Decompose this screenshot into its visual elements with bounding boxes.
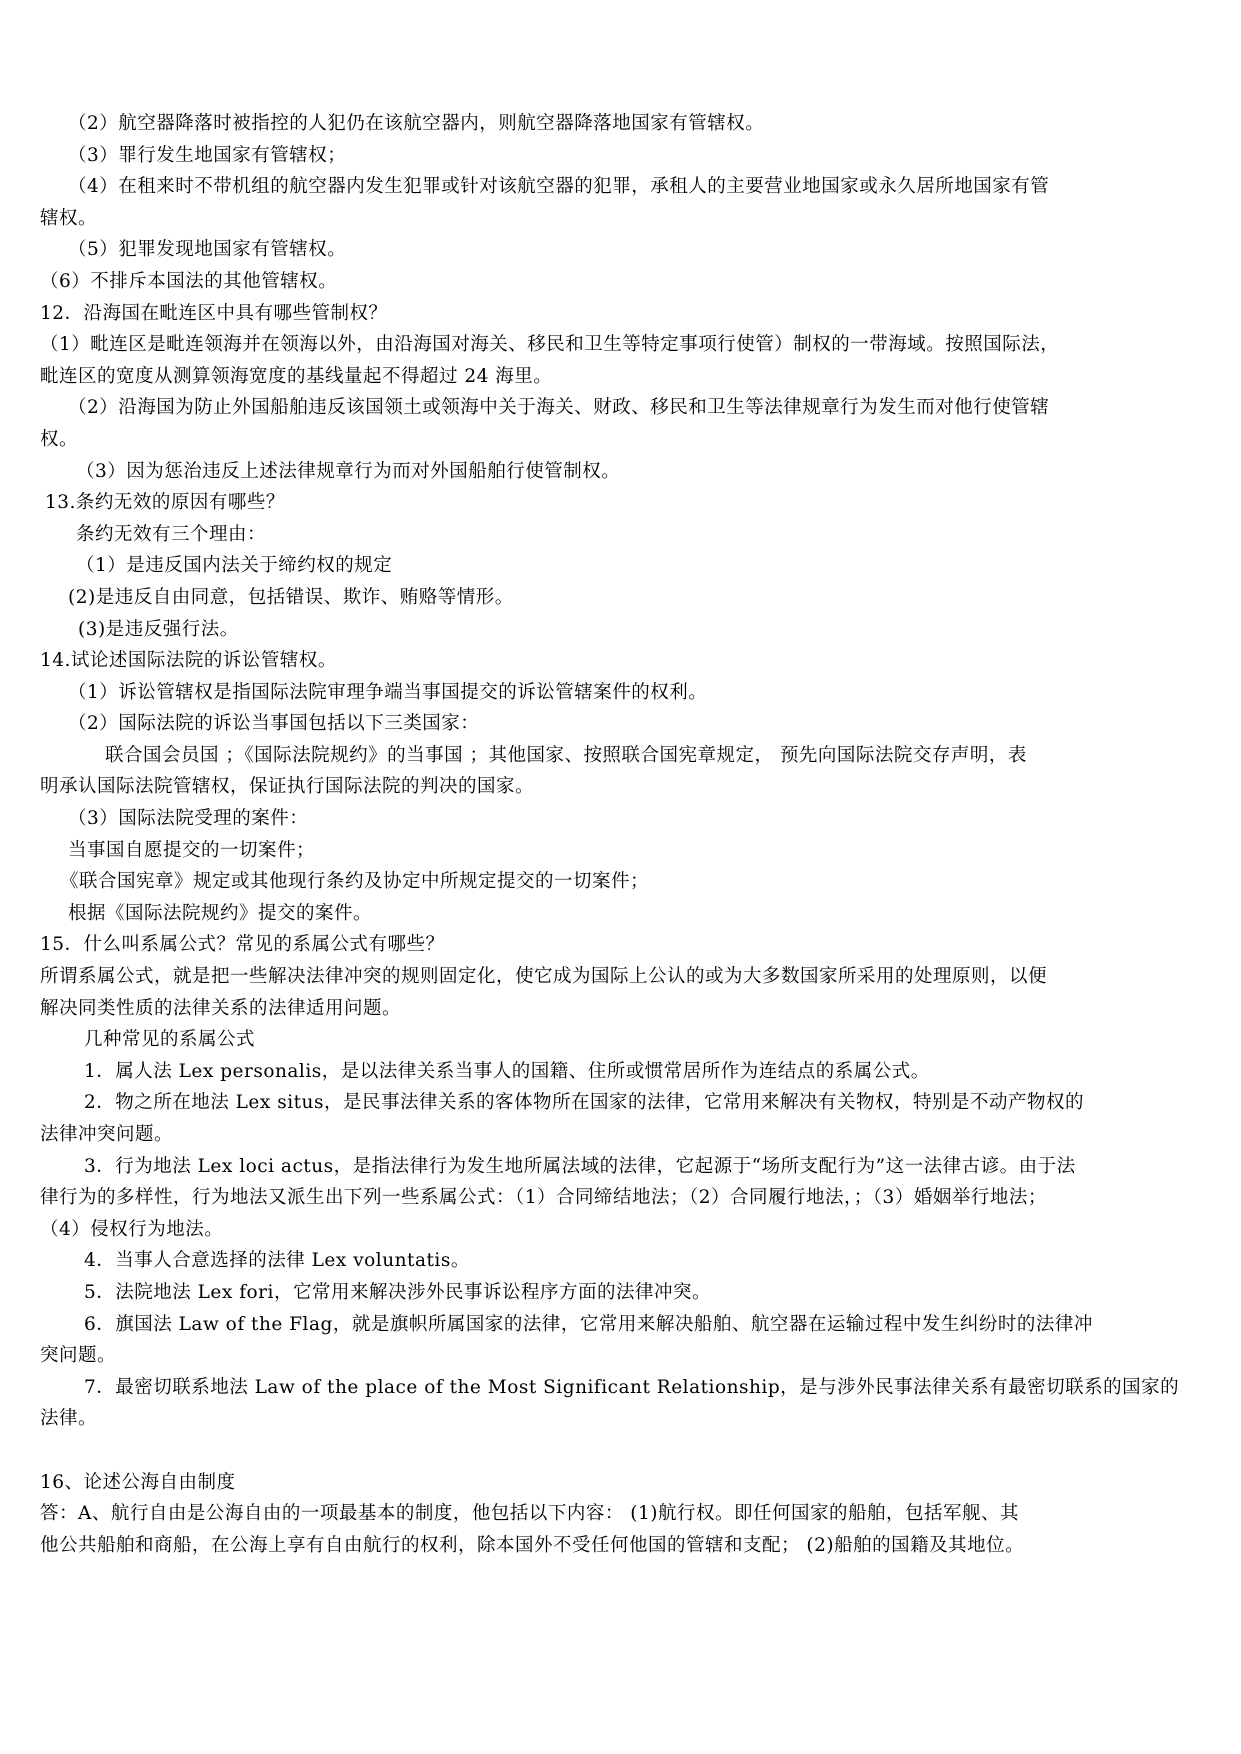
text-line: 所谓系属公式，就是把一些解决法律冲突的规则固定化，使它成为国际上公认的或为大多数国家所采用的处理原则，以便	[40, 966, 1048, 988]
text-line: （2）国际法院的诉讼当事国包括以下三类国家：	[68, 713, 480, 735]
text-line: （1）毗连区是毗连领海并在领海以外，由沿海国对海关、移民和卫生等特定事项行使管）制权的一带海域。按照国际法，	[40, 334, 1060, 356]
text-line: 法律。	[40, 1408, 98, 1430]
text-line: （1）诉讼管辖权是指国际法院审理争端当事国提交的诉讼管辖案件的权利。	[68, 681, 708, 703]
text-line: （2）航空器降落时被指控的人犯仍在该航空器内，则航空器降落地国家有管辖权。	[68, 113, 765, 134]
text-line: 4．当事人合意选择的法律 Lex voluntatis。	[84, 1250, 470, 1272]
text-line: (3)是违反强行法。	[78, 618, 239, 640]
text-line: （4）在租来时不带机组的航空器内发生犯罪或针对该航空器的犯罪，承租人的主要营业地国家或永久居所地国家有管	[68, 176, 1050, 198]
text-line: 12．沿海国在毗连区中具有哪些管制权？	[40, 302, 388, 324]
text-line: 他公共船舶和商船，在公海上享有自由航行的权利，除本国外不受任何他国的管辖和支配； (2)船舶的国籍及其地位。	[40, 1534, 1025, 1556]
text-line: 法律冲突问题。	[40, 1124, 174, 1145]
text-line: 15．什么叫系属公式？常见的系属公式有哪些？	[40, 934, 445, 956]
text-line: 13.条约无效的原因有哪些？	[45, 492, 285, 514]
text-line: （3）国际法院受理的案件：	[68, 808, 309, 830]
text-line: （2）沿海国为防止外国船舶违反该国领土或领海中关于海关、财政、移民和卫生等法律规章行为发生而对他行使管辖	[68, 397, 1050, 419]
text-line: 明承认国际法院管辖权，保证执行国际法院的判决的国家。	[40, 776, 535, 798]
text-line: 《联合国宪章》规定或其他现行条约及协定中所规定提交的一切案件；	[60, 871, 650, 893]
text-line: 1．属人法 Lex personalis，是以法律关系当事人的国籍、住所或惯常居所作为连结点的系属公式。	[84, 1060, 930, 1082]
text-line: （1）是违反国内法关于缔约权的规定	[76, 555, 393, 577]
text-line: （3）罪行发生地国家有管辖权；	[68, 144, 347, 166]
text-line: （5）犯罪发现地国家有管辖权。	[68, 239, 347, 261]
text-line: 根据《国际法院规约》提交的案件。	[68, 902, 373, 924]
text-line: 2．物之所在地法 Lex situs，是民事法律关系的客体物所在国家的法律，它常用来解决有关物权，特别是不动产物权的	[84, 1092, 1084, 1114]
text-line: 16、论述公海自由制度	[40, 1471, 236, 1493]
text-line: （4）侵权行为地法。	[40, 1218, 224, 1240]
text-line: 3．行为地法 Lex loci actus，是指法律行为发生地所属法域的法律，它起源于“场所支配行为”这一法律古谚。由于法	[84, 1155, 1076, 1177]
text-line: （3）因为惩治违反上述法律规章行为而对外国船舶行使管制权。	[76, 460, 621, 482]
text-line: 几种常见的系属公式	[84, 1029, 256, 1051]
text-line: （6）不排斥本国法的其他管辖权。	[40, 270, 338, 292]
text-line: 当事国自愿提交的一切案件；	[68, 839, 316, 861]
text-line: (2)是违反自由同意，包括错误、欺诈、贿赂等情形。	[68, 586, 514, 608]
text-line: 毗连区的宽度从测算领海宽度的基线量起不得超过 24 海里。	[40, 365, 553, 387]
document-page	[40, 108, 1205, 1561]
text-line: 解决同类性质的法律关系的法律适用问题。	[40, 997, 402, 1019]
text-line: 律行为的多样性，行为地法又派生出下列一些系属公式：（1）合同缔结地法；（2）合同履行地法，；（3）婚姻举行地法；	[40, 1187, 1047, 1209]
text-line: 突问题。	[40, 1345, 117, 1367]
text-line: 联合国会员国 ；《国际法院规约》的当事国 ；其他国家、按照联合国宪章规定， 预先向国际法院交存声明，表	[105, 744, 1027, 766]
text-line: 权。	[40, 428, 79, 450]
text-line: 7．最密切联系地法 Law of the place of the Most Significant Relationship，是与涉外民事法律关系有最密切联系的国家的	[84, 1376, 1180, 1398]
text-line	[40, 1435, 1205, 1467]
text-line: 14.试论述国际法院的诉讼管辖权。	[40, 650, 337, 672]
text-line: 6．旗国法 Law of the Flag，就是旗帜所属国家的法律，它常用来解决船舶、航空器在运输过程中发生纠纷时的法律冲	[84, 1313, 1093, 1335]
text-line: 5．法院地法 Lex fori，它常用来解决涉外民事诉讼程序方面的法律冲突。	[84, 1281, 711, 1303]
text-line: 辖权。	[40, 207, 98, 229]
text-line: 条约无效有三个理由：	[76, 523, 267, 545]
text-line: 答：A、航行自由是公海自由的一项最基本的制度，他包括以下内容： (1)航行权。即任何国家的船舶，包括军舰、其	[40, 1503, 1019, 1525]
